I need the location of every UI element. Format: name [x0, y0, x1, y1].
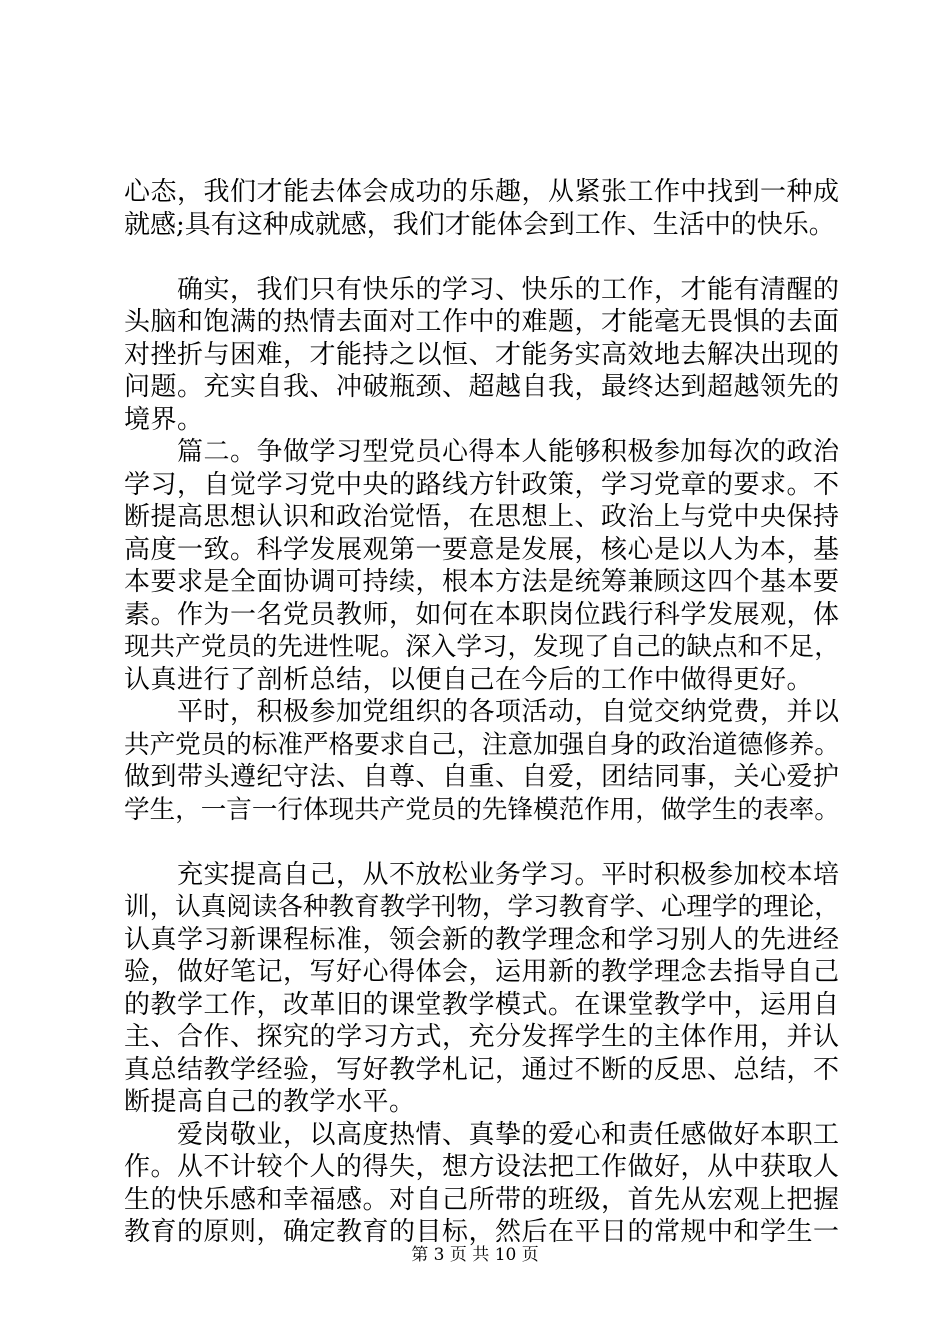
- text-line: 教育的原则，确定教育的目标，然后在平日的常规中和学生一: [124, 1217, 840, 1247]
- document-body: [124, 176, 840, 1249]
- page-footer: 第 3 页 共 10 页: [411, 1245, 539, 1265]
- text-line: 训，认真阅读各种教育教学刊物，学习教育学、心理学的理论，: [124, 892, 840, 922]
- text-line: 爱岗敬业，以高度热情、真挚的爱心和责任感做好本职工: [124, 1119, 840, 1150]
- text-line: 主、合作、探究的学习方式，充分发挥学生的主体作用，并认: [124, 1022, 840, 1052]
- text-line: 学习，自觉学习党中央的路线方针政策，学习党章的要求。不: [124, 469, 840, 500]
- text-line: 对挫折与困难，才能持之以恒、才能务实高效地去解决出现的: [124, 339, 840, 370]
- text-line: 断提高自己的教学水平。: [124, 1087, 416, 1117]
- text-line: 平时，积极参加党组织的各项活动，自觉交纳党费，并以: [124, 697, 840, 727]
- text-line: 本要求是全面协调可持续，根本方法是统筹兼顾这四个基本要: [124, 567, 840, 597]
- text-line: 素。作为一名党员教师，如何在本职岗位践行科学发展观，体: [124, 599, 840, 630]
- text-line: 真总结教学经验，写好教学札记，通过不断的反思、总结，不: [124, 1054, 840, 1085]
- paragraph-gap: [124, 826, 840, 859]
- paragraph-gap: [124, 241, 840, 274]
- text-line: 高度一致。科学发展观第一要意是发展，核心是以人为本，基: [124, 534, 840, 565]
- text-line: 充实提高自己，从不放松业务学习。平时积极参加校本培: [124, 859, 840, 890]
- text-line: 确实，我们只有快乐的学习、快乐的工作，才能有清醒的: [124, 274, 840, 305]
- text-line: 认真学习新课程标准，领会新的教学理念和学习别人的先进经: [124, 924, 840, 955]
- text-line: 头脑和饱满的热情去面对工作中的难题，才能毫无畏惧的去面: [124, 307, 840, 337]
- text-line: 验，做好笔记，写好心得体会，运用新的教学理念去指导自己: [124, 957, 840, 987]
- text-line: 学生，一言一行体现共产党员的先锋模范作用，做学生的表率。: [124, 794, 840, 825]
- text-line: 共产党员的标准严格要求自己，注意加强自身的政治道德修养。: [124, 729, 840, 760]
- text-line: 生的快乐感和幸福感。对自己所带的班级，首先从宏观上把握: [124, 1184, 840, 1215]
- text-line: 断提高思想认识和政治觉悟，在思想上、政治上与党中央保持: [124, 502, 840, 532]
- text-line: 作。从不计较个人的得失，想方设法把工作做好，从中获取人: [124, 1152, 840, 1182]
- text-line: 现共产党员的先进性呢。深入学习，发现了自己的缺点和不足，: [124, 632, 840, 662]
- text-line: 心态，我们才能去体会成功的乐趣，从紧张工作中找到一种成: [124, 177, 840, 207]
- text-line: 篇二。争做学习型党员心得本人能够积极参加每次的政治: [124, 437, 840, 467]
- text-line: 境界。: [124, 404, 204, 435]
- text-line: 的教学工作，改革旧的课堂教学模式。在课堂教学中，运用自: [124, 989, 840, 1020]
- text-line: 就感;具有这种成就感，我们才能体会到工作、生活中的快乐。: [124, 209, 835, 240]
- text-line: 认真进行了剖析总结，以便自己在今后的工作中做得更好。: [124, 664, 814, 695]
- text-line: 做到带头遵纪守法、自尊、自重、自爱，团结同事，关心爱护: [124, 762, 840, 792]
- text-line: 问题。充实自我、冲破瓶颈、超越自我，最终达到超越领先的: [124, 372, 840, 402]
